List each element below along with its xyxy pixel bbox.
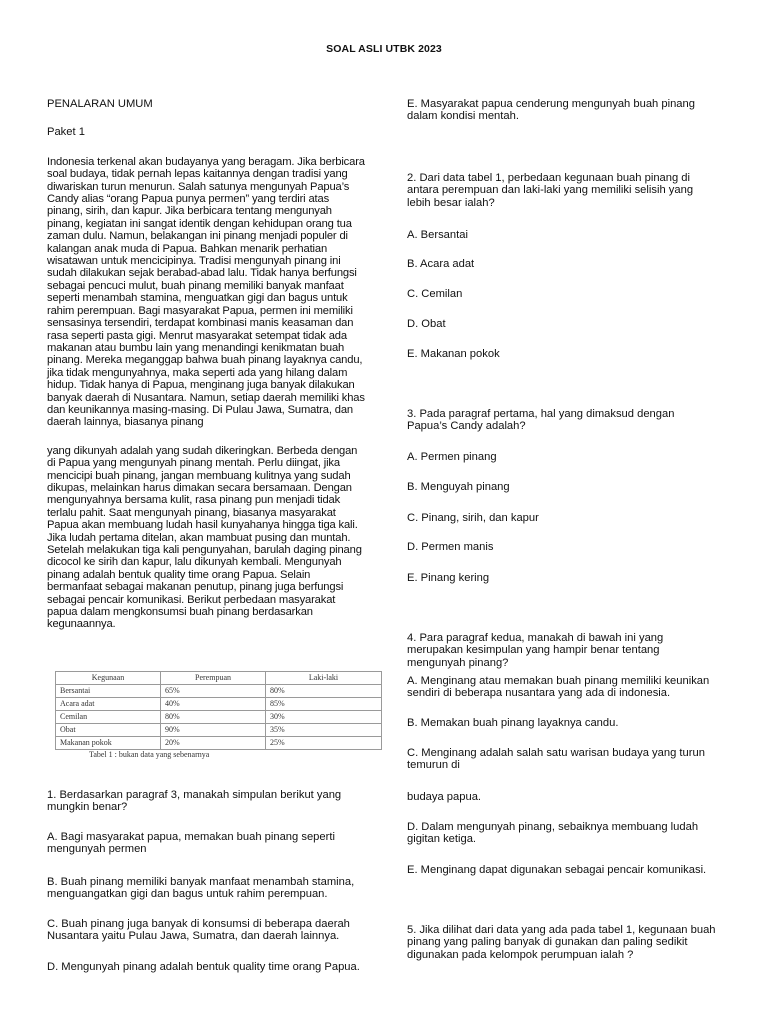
table-header-row — [56, 672, 382, 685]
table-cell: 40% — [161, 698, 266, 711]
left-column — [47, 98, 365, 631]
table-cell: 80% — [161, 711, 266, 724]
q4-question: 4. Para paragraf kedua, manakah di bawah ini yang merupakan kesimpulan yang hampir benar tentang mengunyah pinang? — [407, 632, 664, 669]
table-header: Kegunaan — [56, 672, 161, 685]
q2-option-b: B. Acara adat — [407, 258, 475, 270]
page-title: SOAL ASLI UTBK 2023 — [326, 43, 442, 55]
q1-option-d: D. Mengunyah pinang adalah bentuk quality time orang Papua. — [47, 961, 360, 973]
q2-option-d: D. Obat — [407, 318, 446, 330]
q4-option-a: A. Menginang atau memakan buah pinang memiliki keunikan sendiri di beberapa nusantara yang ada di indonesia. — [407, 675, 710, 700]
table-header: Laki-laki — [266, 672, 382, 685]
q2-option-a: A. Bersantai — [407, 229, 468, 241]
table-row — [56, 737, 382, 750]
table-row — [56, 724, 382, 737]
q3-option-e: E. Pinang kering — [407, 572, 490, 584]
q4-option-d: D. Dalam mengunyah pinang, sebaiknya membuang ludah gigitan ketiga. — [407, 821, 699, 846]
q1-option-a: A. Bagi masyarakat papua, memakan buah pinang seperti mengunyah permen — [47, 831, 335, 856]
table-cell: Cemilan — [56, 711, 161, 724]
q5-question: 5. Jika dilihat dari data yang ada pada tabel 1, kegunaan buah pinang yang paling banyak di gunakan dan paling sedikit digunakan pada kelompok perumpuan ialah ? — [407, 924, 716, 961]
q1-option-c: C. Buah pinang juga banyak di konsumsi di beberapa daerah Nusantara yaitu Pulau Jawa, Sumatra, dan daerah lainnya. — [47, 918, 350, 943]
data-table-figure — [55, 671, 385, 760]
q1-option-b: B. Buah pinang memiliki banyak manfaat menambah stamina, menguangatkan gigi dan bagus untuk rahim perempuan. — [47, 876, 355, 901]
table-header: Perempuan — [161, 672, 266, 685]
q2-question: 2. Dari data tabel 1, perbedaan kegunaan buah pinang di antara perempuan dan laki-laki yang memiliki selisih yang lebih besar ialah? — [407, 172, 694, 209]
table-row — [56, 685, 382, 698]
table-cell: 30% — [266, 711, 382, 724]
q3-option-b: B. Menguyah pinang — [407, 481, 510, 493]
q1-question: 1. Berdasarkan paragraf 3, manakah simpulan berikut yang mungkin benar? — [47, 789, 342, 814]
table-cell: 25% — [266, 737, 382, 750]
section-heading: PENALARAN UMUM — [47, 98, 153, 110]
table-cell: 90% — [161, 724, 266, 737]
q1-option-e: E. Masyarakat papua cenderung mengunyah buah pinang dalam kondisi mentah. — [407, 98, 695, 123]
q2-option-e: E. Makanan pokok — [407, 348, 500, 360]
table-row — [56, 711, 382, 724]
q4-option-c-continued: budaya papua. — [407, 791, 482, 803]
usage-table — [55, 671, 382, 750]
table-cell: 35% — [266, 724, 382, 737]
table-cell: 80% — [266, 685, 382, 698]
table-cell: Obat — [56, 724, 161, 737]
reading-paragraph-1: Indonesia terkenal akan budayanya yang beragam. Jika berbicara soal budaya, tidak pernah lepas kaitannya dengan tradisi yang diwariskan turun menurun. Salah satunya mengunyah Papua’s Candy alias “orang Papua punya permen” yang terdiri atas pinang, sirih, dan kapur. Jika berbicara tentang mengunyah pinang, kegiatan ini sangat identik dengan kehidupan orang tua zaman dulu. Namun, belakangan ini pinang menjadi populer di kalangan anak muda di Papua. Bahkan menarik perhatian wisatawan untuk mencicipinya. Tradisi mengunyah pinang ini sudah dilakukan sejak berabad-abad lalu. Tidak hanya berfungsi sebagai pencuci mulut, buah pinang memiliki banyak manfaat seperti menambah stamina, menguatkan gigi dan bagus untuk rahim perempuan. Bagi masyarakat Papua, permen ini memiliki sensasinya tersendiri, terdapat kombinasi manis keasaman dan rasa seperti pasta gigi. Menrut masyarakat setempat tidak ada makanan atau bumbu lain yang menandingi kenikmatan buah pinang. Mereka meganggap bahwa buah pinang layaknya candu, jika tidak mengunyahnya, maka seperti ada yang hilang dalam hidup. Tidak hanya di Papua, menginang juga banyak dilakukan banyak daerah di Nusantara. Namun, setiap daerah memiliki khas dan keunikannya masing-masing. Di Pulau Jawa, Sumatra, dan daerah lainnya, biasanya pinang — [47, 155, 365, 429]
paket-label: Paket 1 — [47, 126, 85, 139]
table-cell: Bersantai — [56, 685, 161, 698]
q3-option-a: A. Permen pinang — [407, 451, 497, 463]
q2-option-c: C. Cemilan — [407, 288, 463, 300]
table-cell: Acara adat — [56, 698, 161, 711]
q3-option-d: D. Permen manis — [407, 541, 494, 553]
reading-paragraph-2: yang dikunyah adalah yang sudah dikeringkan. Berbeda dengan di Papua yang mengunyah pinang mentah. Perlu diingat, jika mencicipi buah pinang, jangan membuang kulitnya yang sudah dikupas, melainkan harus dimakan secara bersamaan. Dengan mengunyahnya bersama kulit, rasa pinang pun menjadi tidak terlalu pahit. Saat mengunyah pinang, biasanya masyarakat Papua akan membuang ludah hasil kunyahanya hingga tiga kali. Jika ludah pertama ditelan, akan mambuat pusing dan muntah. Setelah melakukan tiga kali pengunyahan, barulah daging pinang dicocol ke sirih dan kapur, lalu dikunyah kembali. Mengunyah pinang adalah bentuk quality time orang Papua. Selain bermanfaat sebagai makanan penutup, pinang juga berfungsi sebagai pencair komunikasi. Berikut perbedaan masyarakat papua dalam mengkonsumsi buah pinang berdasarkan kegunaannya. — [47, 444, 362, 631]
q3-question: 3. Pada paragraf pertama, hal yang dimaksud dengan Papua’s Candy adalah? — [407, 408, 675, 433]
table-caption: Tabel 1 : bukan data yang sebenarnya — [89, 750, 210, 759]
q3-option-c: C. Pinang, sirih, dan kapur — [407, 512, 539, 524]
table-cell: Makanan pokok — [56, 737, 161, 750]
table-cell: 20% — [161, 737, 266, 750]
table-cell: 65% — [161, 685, 266, 698]
q4-option-e: E. Menginang dapat digunakan sebagai pencair komunikasi. — [407, 864, 707, 876]
table-row — [56, 698, 382, 711]
table-cell: 85% — [266, 698, 382, 711]
q4-option-b: B. Memakan buah pinang layaknya candu. — [407, 717, 619, 729]
q4-option-c: C. Menginang adalah salah satu warisan budaya yang turun temurun di — [407, 747, 705, 772]
